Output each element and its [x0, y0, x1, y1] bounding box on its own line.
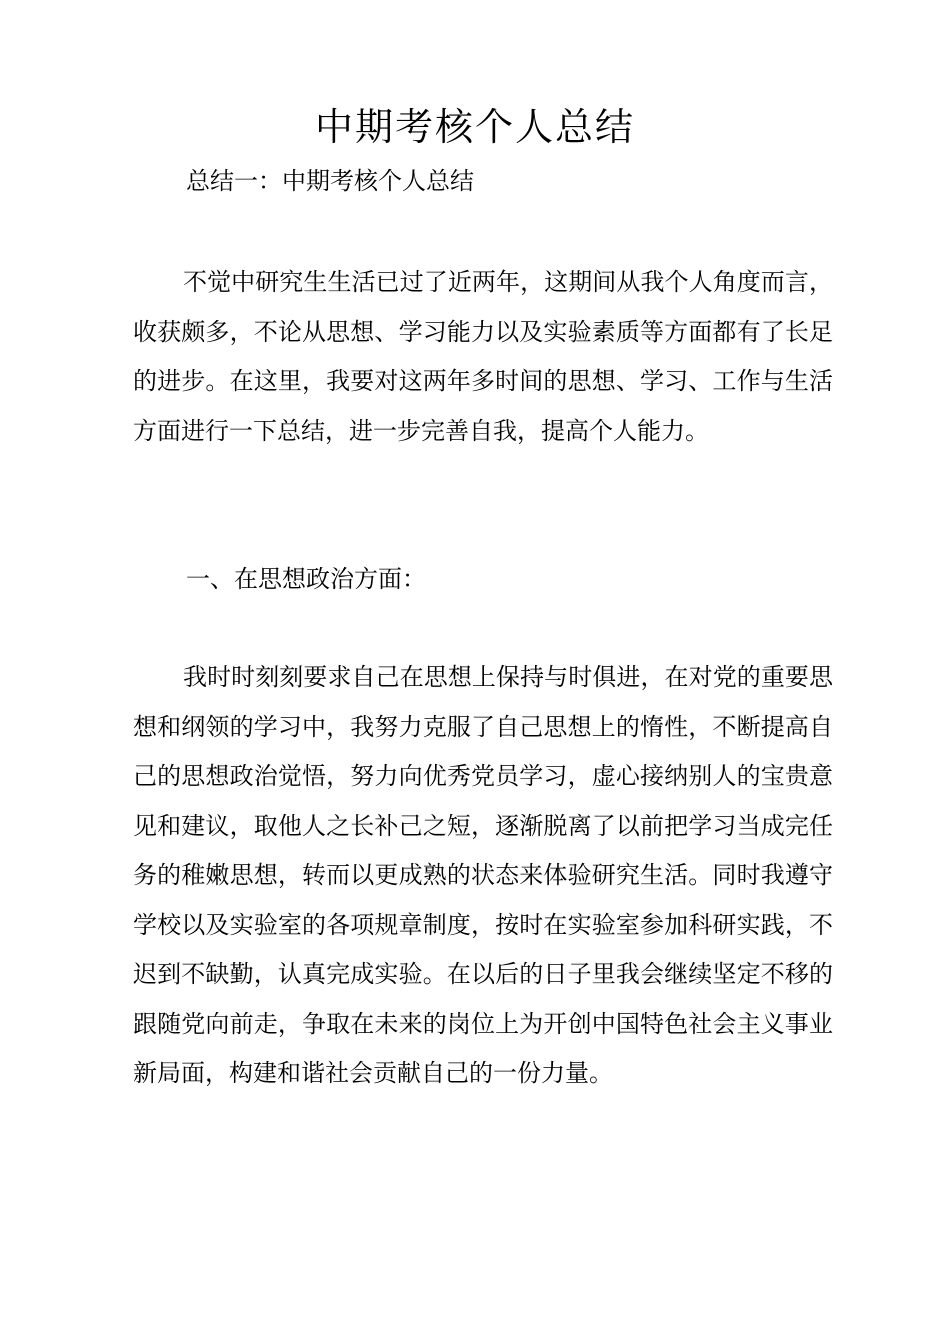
document-title: 中期考核个人总结 [314, 105, 635, 149]
document-subtitle: 总结一：中期考核个人总结 [186, 167, 474, 195]
paragraph-intro: 不觉中研究生生活已过了近两年，这期间从我个人角度而言，收获颇多，不论从思想、学习能力以及实验素质等方面都有了长足的进步。在这里，我要对这两年多时间的思想、学习、工作与生活方面进行一下总结，进一步完善自我，提高个人能力。 [133, 268, 833, 445]
section-heading-politics: 一、在思想政治方面： [186, 565, 426, 593]
paragraph-politics: 我时时刻刻要求自己在思想上保持与时俱进，在对党的重要思想和纲领的学习中，我努力克服了自己思想上的惰性，不断提高自己的思想政治觉悟，努力向优秀党员学习，虚心接纳别人的宝贵意见和建议，取他人之长补己之短，逐渐脱离了以前把学习当成完任务的稚嫩思想，转而以更成熟的状态来体验研究生活。同时我遵守学校以及实验室的各项规章制度，按时在实验室参加科研实践，不迟到不缺勤，认真完成实验。在以后的日子里我会继续坚定不移的跟随党向前走，争取在未来的岗位上为开创中国特色社会主义事业新局面，构建和谐社会贡献自己的一份力量。 [133, 663, 833, 1087]
